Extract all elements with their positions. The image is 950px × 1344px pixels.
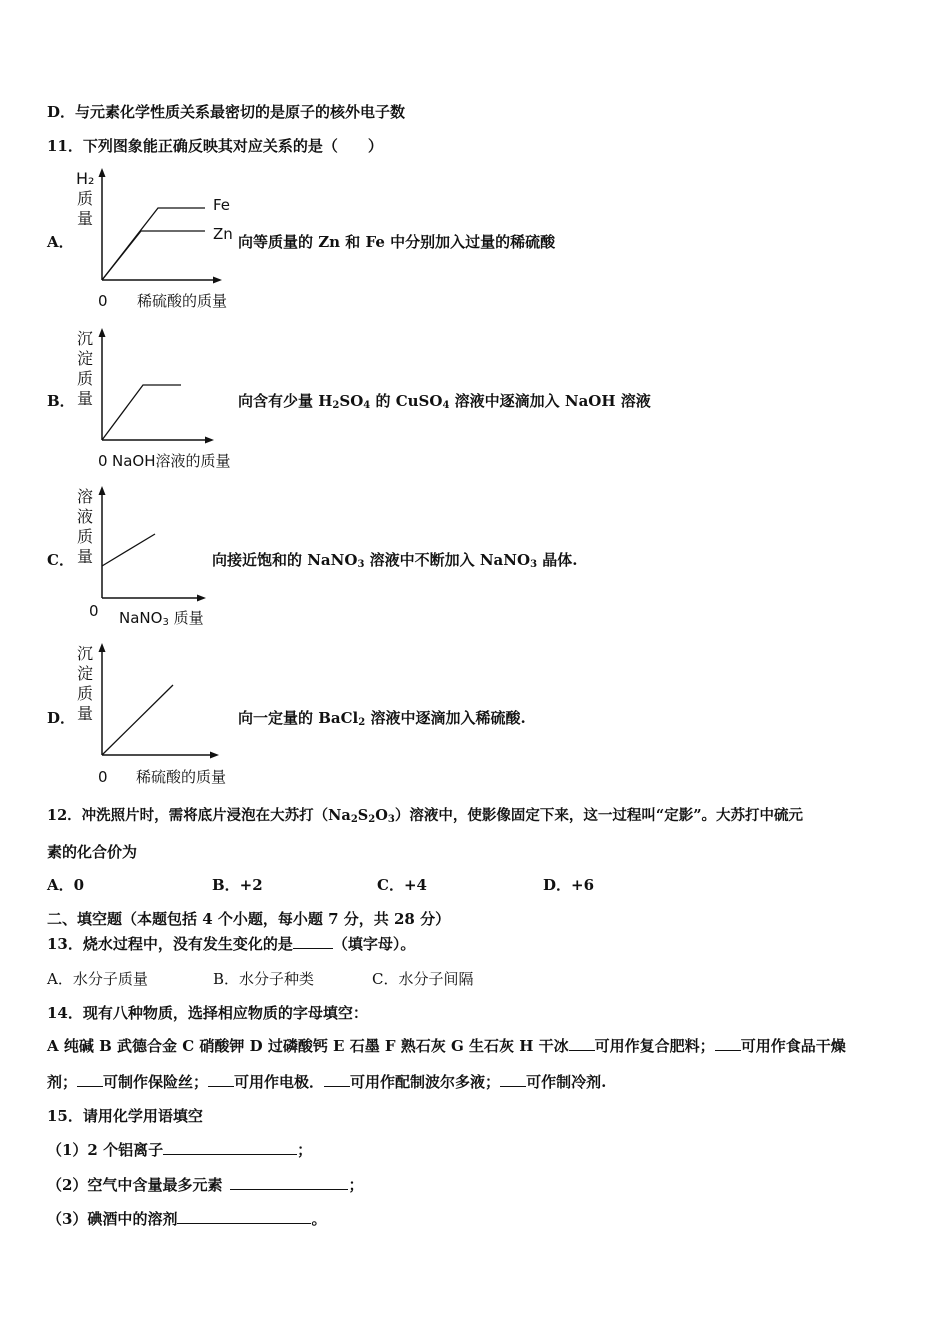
q11-option-c-label: C． xyxy=(47,551,74,569)
graph-c-y-label-4: 量 xyxy=(76,547,93,566)
q12-option-c: C．+4 xyxy=(377,876,427,894)
graph-c-y-arrow xyxy=(99,486,106,495)
q11-option-d-label: D． xyxy=(47,709,76,727)
graph-d-y-label-4: 量 xyxy=(76,704,93,723)
q15-blank-3[interactable] xyxy=(177,1209,311,1224)
q12-stem-line2: 素的化合价为 xyxy=(47,843,138,861)
q12-stem-line1: 12．冲洗照片时，需将底片浸泡在大苏打$(Na_2S_2O_3)$溶液中，使影像固定下来，这一过程叫“定影”。大苏打中硫元 xyxy=(47,807,804,825)
q11-stem: 11．下列图象能正确反映其对应关系的是（ ） xyxy=(47,137,383,155)
graph-c xyxy=(95,486,245,606)
q13-answer-blank[interactable] xyxy=(293,934,333,949)
graph-a-origin: 0 xyxy=(98,292,108,310)
graph-b-origin: 0 xyxy=(98,452,108,470)
q13-option-c: C．水分子间隔 xyxy=(372,970,474,988)
graph-c-x-label: NaNO$_3$ 质量 xyxy=(119,609,204,628)
graph-d-y-label-1: 沉 xyxy=(76,644,93,663)
section-2-heading: 二、填空题（本题包括 4 个小题，每小题 7 分，共 28 分） xyxy=(47,910,451,928)
q14-stem: 14．现有八种物质，选择相应物质的字母填空： xyxy=(47,1004,368,1022)
graph-b-x-arrow xyxy=(205,437,214,444)
graph-b-y-arrow xyxy=(99,328,106,337)
q14-blank-refrigerant[interactable] xyxy=(500,1072,526,1087)
q14-line2: 剂； 可制作保险丝； 可用作电极． 可用作配制波尔多液； 可作制冷剂. xyxy=(47,1073,607,1091)
q11-option-b-desc: 向含有少量 $H_2SO_4$ 的 CuSO$_4$ 溶液中逐滴加入 NaOH 溶液 xyxy=(238,392,651,411)
q15-item-3: （3）碘酒中的溶剂 。 xyxy=(47,1210,327,1228)
q11-option-a-desc: 向等质量的 Zn 和 Fe 中分别加入过量的稀硫酸 xyxy=(238,233,556,251)
q15-blank-2[interactable] xyxy=(230,1175,348,1190)
q14-blank-electrode[interactable] xyxy=(208,1072,234,1087)
graph-b xyxy=(95,328,245,448)
graph-a-y-label-3: 量 xyxy=(76,209,93,228)
graph-a-y-label-2: 质 xyxy=(76,189,93,208)
q13-option-a: A．水分子质量 xyxy=(47,970,148,988)
graph-c-x-arrow xyxy=(197,595,206,602)
graph-c-y-label-1: 溶 xyxy=(76,487,93,506)
q15-stem: 15．请用化学用语填空 xyxy=(47,1107,203,1125)
graph-a-zn-curve xyxy=(102,231,205,280)
q12-option-d: D．+6 xyxy=(543,876,595,894)
q11-option-a-label: A． xyxy=(47,233,74,251)
q11-option-c-desc: 向接近饱和的 NaNO$_3$ 溶液中不断加入 NaNO$_3$ 晶体. xyxy=(212,551,578,570)
graph-b-y-label-1: 沉 xyxy=(76,329,93,348)
q11-option-d-desc: 向一定量的 BaCl$_2$ 溶液中逐滴加入稀硫酸. xyxy=(238,709,526,728)
graph-a-y-arrow xyxy=(99,168,106,177)
q15-item-1: （1）2 个铝离子 ； xyxy=(47,1141,313,1159)
graph-d-curve xyxy=(102,685,173,755)
graph-c-y-label-3: 质 xyxy=(76,527,93,546)
q14-blank-fuse[interactable] xyxy=(77,1072,103,1087)
graph-a-fe-curve xyxy=(102,208,205,280)
graph-a-y-label-1: H₂ xyxy=(76,169,95,188)
graph-c-curve xyxy=(102,534,155,566)
graph-b-y-label-3: 质 xyxy=(76,369,93,388)
q13-stem: 13．烧水过程中，没有发生变化的是 （填字母）。 xyxy=(47,935,416,953)
graph-d-y-arrow xyxy=(99,643,106,652)
graph-d-x-arrow xyxy=(210,752,219,759)
q14-blank-desiccant[interactable] xyxy=(715,1036,741,1051)
graph-b-y-label-4: 量 xyxy=(76,389,93,408)
graph-d xyxy=(95,643,245,763)
graph-a-fe-label: Fe xyxy=(213,196,231,214)
q14-line1: A 纯碱 B 武德合金 C 硝酸钾 D 过磷酸钙 E 石墨 F 熟石灰 G 生石灰 H 干冰 可用作复合肥料； 可用作食品干燥 xyxy=(47,1037,846,1055)
graph-d-y-label-3: 质 xyxy=(76,684,93,703)
graph-b-curve xyxy=(102,385,181,440)
q13-option-b: B．水分子种类 xyxy=(213,970,315,988)
q14-blank-fertilizer[interactable] xyxy=(569,1036,595,1051)
q11-option-b-label: B． xyxy=(47,392,75,410)
graph-d-y-label-2: 淀 xyxy=(76,664,93,683)
graph-c-origin: 0 xyxy=(89,602,99,620)
graph-b-y-label-2: 淀 xyxy=(76,349,93,368)
q10-option-d: D．与元素化学性质关系最密切的是原子的核外电子数 xyxy=(47,103,406,121)
graph-a-zn-label: Zn xyxy=(213,225,233,243)
q12-option-a: A．0 xyxy=(47,876,85,894)
graph-c-y-label-2: 液 xyxy=(76,507,93,526)
graph-b-x-label: NaOH溶液的质量 xyxy=(112,452,231,470)
graph-a-x-arrow xyxy=(213,277,222,284)
graph-d-origin: 0 xyxy=(98,768,108,786)
q15-item-2: （2）空气中含量最多元素 ； xyxy=(47,1176,364,1194)
q15-blank-1[interactable] xyxy=(163,1140,297,1155)
q14-blank-bordeaux[interactable] xyxy=(324,1072,350,1087)
graph-a-x-label: 稀硫酸的质量 xyxy=(137,292,228,310)
graph-d-x-label: 稀硫酸的质量 xyxy=(136,768,227,786)
q12-option-b: B．+2 xyxy=(212,876,263,894)
